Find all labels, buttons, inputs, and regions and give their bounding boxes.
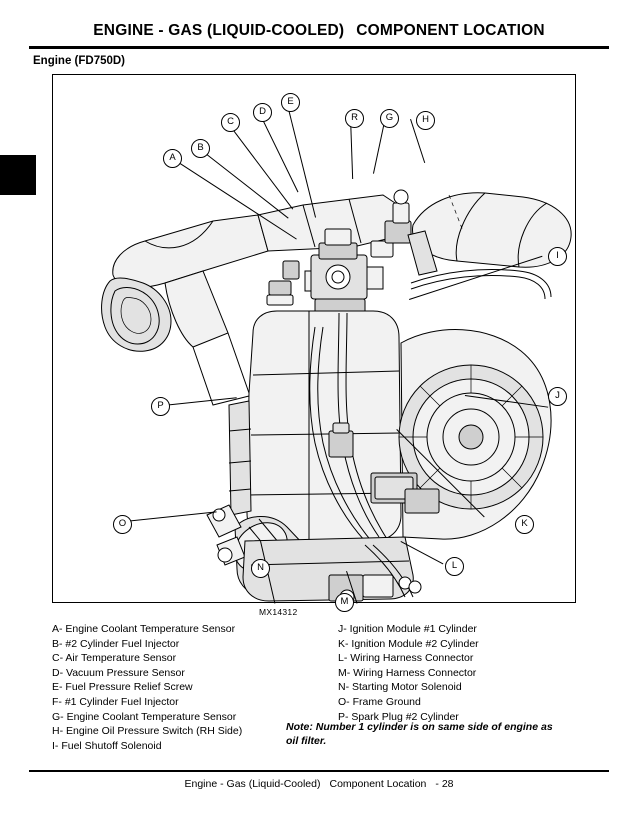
legend-item: C- Air Temperature Sensor	[52, 652, 177, 665]
header-title-right: COMPONENT LOCATION	[356, 22, 545, 39]
legend-item: I- Fuel Shutoff Solenoid	[52, 739, 162, 752]
callout-r: R	[345, 109, 364, 128]
legend-item: J- Ignition Module #1 Cylinder	[338, 623, 477, 635]
callout-i: I	[548, 247, 567, 266]
legend-item: A- Engine Coolant Temperature Sensor	[52, 623, 236, 635]
legend-item: K- Ignition Module #2 Cylinder	[338, 637, 479, 650]
legend-item: M- Wiring Harness Connector	[338, 666, 477, 679]
callout-p: P	[151, 397, 170, 416]
footer-page-number: - 28	[435, 778, 454, 790]
legend-item: B- #2 Cylinder Fuel Injector	[52, 637, 180, 650]
engine-illustration	[53, 75, 575, 607]
margin-index-tab	[0, 155, 36, 195]
callout-e: E	[281, 93, 300, 112]
callout-a: A	[163, 149, 182, 168]
section-title: Engine (FD750D)	[33, 55, 126, 67]
footer-subsection: Component Location	[329, 778, 427, 790]
legend-item: L- Wiring Harness Connector	[338, 652, 474, 665]
header-title-left: ENGINE - GAS (LIQUID-COOLED)	[93, 22, 345, 39]
legend-column-right	[338, 622, 598, 724]
engine-figure	[52, 74, 576, 607]
callout-b: B	[191, 139, 210, 158]
callout-j: J	[548, 387, 567, 406]
callout-n: N	[251, 559, 270, 578]
legend-item: O- Frame Ground	[338, 695, 421, 708]
callout-g: G	[380, 109, 399, 128]
footer-section: Engine - Gas (Liquid-Cooled)	[184, 778, 321, 790]
footer-divider	[29, 770, 609, 772]
callout-k: K	[515, 515, 534, 534]
callout-d: D	[253, 103, 272, 122]
legend-item: F- #1 Cylinder Fuel Injector	[52, 695, 179, 708]
page-footer	[0, 778, 638, 790]
callout-h: H	[416, 111, 435, 130]
callout-c: C	[221, 113, 240, 132]
legend-item: G- Engine Coolant Temperature Sensor	[52, 710, 237, 723]
legend-note: Note: Number 1 cylinder is on same side of engine as oil filter.	[286, 721, 553, 747]
legend-item: P- Spark Plug #2 Cylinder	[338, 710, 459, 723]
legend-item: D- Vacuum Pressure Sensor	[52, 666, 185, 679]
figure-id: MX14312	[259, 607, 298, 617]
header-divider	[29, 46, 609, 49]
legend-item: N- Starting Motor Solenoid	[338, 681, 462, 694]
legend-item: H- Engine Oil Pressure Switch (RH Side)	[52, 725, 243, 738]
page-header	[0, 22, 638, 40]
callout-m: M	[335, 593, 354, 612]
legend-item: E- Fuel Pressure Relief Screw	[52, 681, 193, 694]
callout-l: L	[445, 557, 464, 576]
callout-o: O	[113, 515, 132, 534]
